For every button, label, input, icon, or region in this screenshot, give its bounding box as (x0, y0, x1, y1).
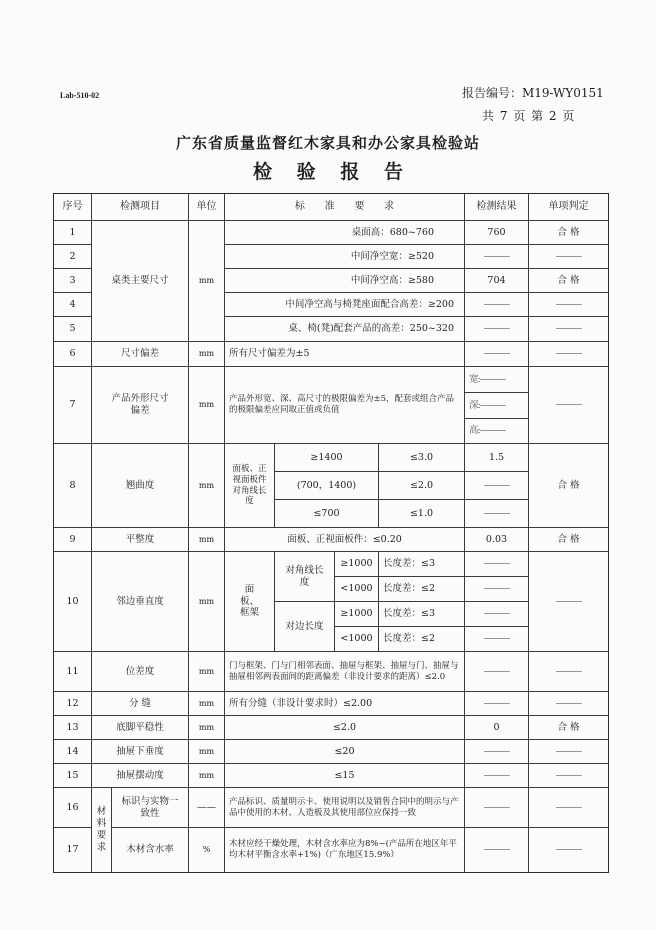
page-info (482, 107, 575, 124)
row-no: 5 (54, 317, 92, 342)
result: ——— (465, 342, 529, 367)
perpendicular-part: 面板、框架 (225, 552, 275, 652)
side-length: 对边长度 (275, 602, 335, 652)
result: ——— (465, 293, 529, 317)
unit-mm: mm (189, 528, 225, 552)
unit-mm: mm (189, 342, 225, 367)
title-char: 报 (340, 161, 360, 183)
warp-range: (700，1400) (275, 472, 379, 500)
warp-limit: ≤1.0 (379, 500, 465, 528)
judgement: ——— (529, 740, 608, 764)
title-char: 检 (253, 161, 273, 183)
desk-dimension-item: 桌类主要尺寸 (92, 221, 189, 342)
lab-code: Lab-510-02 (60, 91, 100, 100)
judgement: 合 格 (529, 716, 608, 740)
item: 产品外形尺寸偏差 (92, 367, 189, 444)
requirement: 产品外形宽、深、高尺寸的极限偏差为±5，配套或组合产品的极限偏差应同取正值或负值 (225, 367, 465, 444)
row-no: 8 (54, 444, 92, 528)
judgement: ——— (529, 293, 608, 317)
unit-none: —— (189, 788, 225, 828)
row-no: 11 (54, 652, 92, 692)
result: ——— (465, 472, 529, 500)
row-no: 16 (54, 788, 92, 828)
item: 平整度 (92, 528, 189, 552)
result: ——— (465, 317, 529, 342)
unit-mm: mm (189, 221, 225, 342)
row-no: 10 (54, 552, 92, 652)
requirement: 产品标识、质量明示卡、使用说明以及销售合同中的明示与产品中使用的木材、人造板及其使用部位应保持一致 (225, 788, 465, 828)
item: 邻边垂直度 (92, 552, 189, 652)
judgement: ——— (529, 367, 608, 444)
requirement: 桌、椅(凳)配套产品的高差：250~320 (225, 317, 465, 342)
row-no: 14 (54, 740, 92, 764)
diagonal-length: 对角线长度 (275, 552, 335, 602)
judgement: ——— (555, 844, 582, 856)
result: 0.03 (465, 528, 529, 552)
inspection-table (53, 193, 609, 873)
length-range: <1000 (335, 627, 379, 652)
item: 抽屉摆动度 (92, 764, 189, 788)
row-no: 1 (54, 221, 92, 245)
result: 0 (465, 716, 529, 740)
unit-mm: mm (189, 367, 225, 444)
row-no: 6 (54, 342, 92, 367)
judgement: ——— (529, 552, 608, 652)
result: 704 (465, 269, 529, 293)
length-range: ≥1000 (335, 552, 379, 577)
result: ——— (465, 828, 529, 872)
col-header-result: 检测结果 (465, 194, 529, 221)
length-diff: 长度差：≤2 (379, 627, 465, 652)
result: ——— (465, 552, 529, 577)
material-requirements-group: 材料要求 (92, 788, 112, 872)
col-header-judge: 单项判定 (529, 194, 608, 221)
warp-range: ≥1400 (275, 444, 379, 472)
result: ——— (465, 627, 529, 652)
result: ——— (465, 602, 529, 627)
item: 尺寸偏差 (92, 342, 189, 367)
requirement: 所有分缝（非设计要求时）≤2.00 (225, 692, 465, 716)
col-header-requirement: 标 准 要 求 (225, 194, 465, 221)
row-no: 4 (54, 293, 92, 317)
result: ——— (465, 788, 529, 828)
result: ——— (465, 692, 529, 716)
row-no: 2 (54, 245, 92, 269)
row-no: 3 (54, 269, 92, 293)
judgement: ——— (529, 692, 608, 716)
requirement: ≤20 (225, 740, 465, 764)
result: ——— (465, 652, 529, 692)
judgement: 合 格 (529, 221, 608, 245)
result-depth: 深:——— (465, 393, 529, 419)
unit-mm: mm (189, 692, 225, 716)
requirement: ≤15 (225, 764, 465, 788)
unit-percent: % (189, 828, 225, 872)
requirement: 中间净空高与椅凳座面配合高差：≥200 (225, 293, 465, 317)
requirement: ≤2.0 (225, 716, 465, 740)
unit-mm: mm (189, 652, 225, 692)
item: 抽屉下垂度 (92, 740, 189, 764)
title-char: 告 (383, 161, 403, 183)
row-no: 9 (54, 528, 92, 552)
judgement: 合 格 (529, 444, 608, 528)
result-width: 宽:——— (465, 367, 529, 393)
judgement: ——— (529, 764, 608, 788)
current-page: 第 2 页 (531, 109, 576, 123)
warp-part: 面板、正视面板件对角线长度 (225, 444, 275, 528)
judgement: ——— (529, 788, 608, 828)
item: 位差度 (92, 652, 189, 692)
judgement: ——— (529, 652, 608, 692)
row-no: 12 (54, 692, 92, 716)
judgement: 合 格 (529, 528, 608, 552)
result: 1.5 (465, 444, 529, 472)
item: 翘曲度 (92, 444, 189, 528)
length-diff: 长度差：≤2 (379, 577, 465, 602)
col-header-no: 序号 (54, 194, 92, 221)
result: ——— (465, 740, 529, 764)
length-range: <1000 (335, 577, 379, 602)
row-no: 15 (54, 764, 92, 788)
item: 木材含水率 (112, 828, 189, 872)
requirement: 桌面高：680~760 (225, 221, 465, 245)
unit-mm: mm (189, 764, 225, 788)
judgement: ——— (529, 342, 608, 367)
requirement: 中间净空宽：≥520 (225, 245, 465, 269)
unit-mm: mm (189, 716, 225, 740)
warp-limit: ≤3.0 (379, 444, 465, 472)
warp-limit: ≤2.0 (379, 472, 465, 500)
warp-range: ≤700 (275, 500, 379, 528)
result: ——— (465, 577, 529, 602)
requirement: 中间净空高：≥580 (225, 269, 465, 293)
row-no: 17 (54, 828, 92, 872)
organization-name: 广东省质量监督红木家具和办公家具检验站 (175, 134, 480, 152)
col-header-item: 检测项目 (92, 194, 189, 221)
requirement: 所有尺寸偏差为±5 (225, 342, 465, 367)
title-char: 验 (296, 161, 316, 183)
report-number: 报告编号：M19-WY0151 (462, 86, 604, 100)
total-pages: 共 7 页 (482, 109, 527, 123)
judgement: 合 格 (529, 269, 608, 293)
result: ——— (465, 245, 529, 269)
unit-mm: mm (189, 552, 225, 652)
report-title (0, 157, 656, 184)
item: 分 缝 (92, 692, 189, 716)
judgement: ——— (529, 317, 608, 342)
judgement: ——— (529, 245, 608, 269)
requirement: 门与框架、门与门相邻表面、抽屉与框架、抽屉与门、抽屉与抽屉相邻两表面间的距离偏差（非设计要求的距离）≤2.0 (225, 652, 465, 692)
col-header-unit: 单位 (189, 194, 225, 221)
row-no: 13 (54, 716, 92, 740)
result: 760 (465, 221, 529, 245)
length-diff: 长度差：≤3 (379, 552, 465, 577)
requirement: 面板、正视面板件：≤0.20 (225, 528, 465, 552)
requirement: 木材应经干燥处理，木材含水率应为8%~(产品所在地区年平均木材平衡含水率+1%)（广东地区15.9%） (225, 828, 465, 872)
length-diff: 长度差：≤3 (379, 602, 465, 627)
item: 底脚平稳性 (92, 716, 189, 740)
result-height: 高:——— (465, 419, 529, 444)
length-range: ≥1000 (335, 602, 379, 627)
item: 标识与实物一致性 (112, 788, 189, 828)
row-no: 7 (54, 367, 92, 444)
unit-mm: mm (189, 740, 225, 764)
result: ——— (465, 764, 529, 788)
unit-mm: mm (189, 444, 225, 528)
result: ——— (465, 500, 529, 528)
